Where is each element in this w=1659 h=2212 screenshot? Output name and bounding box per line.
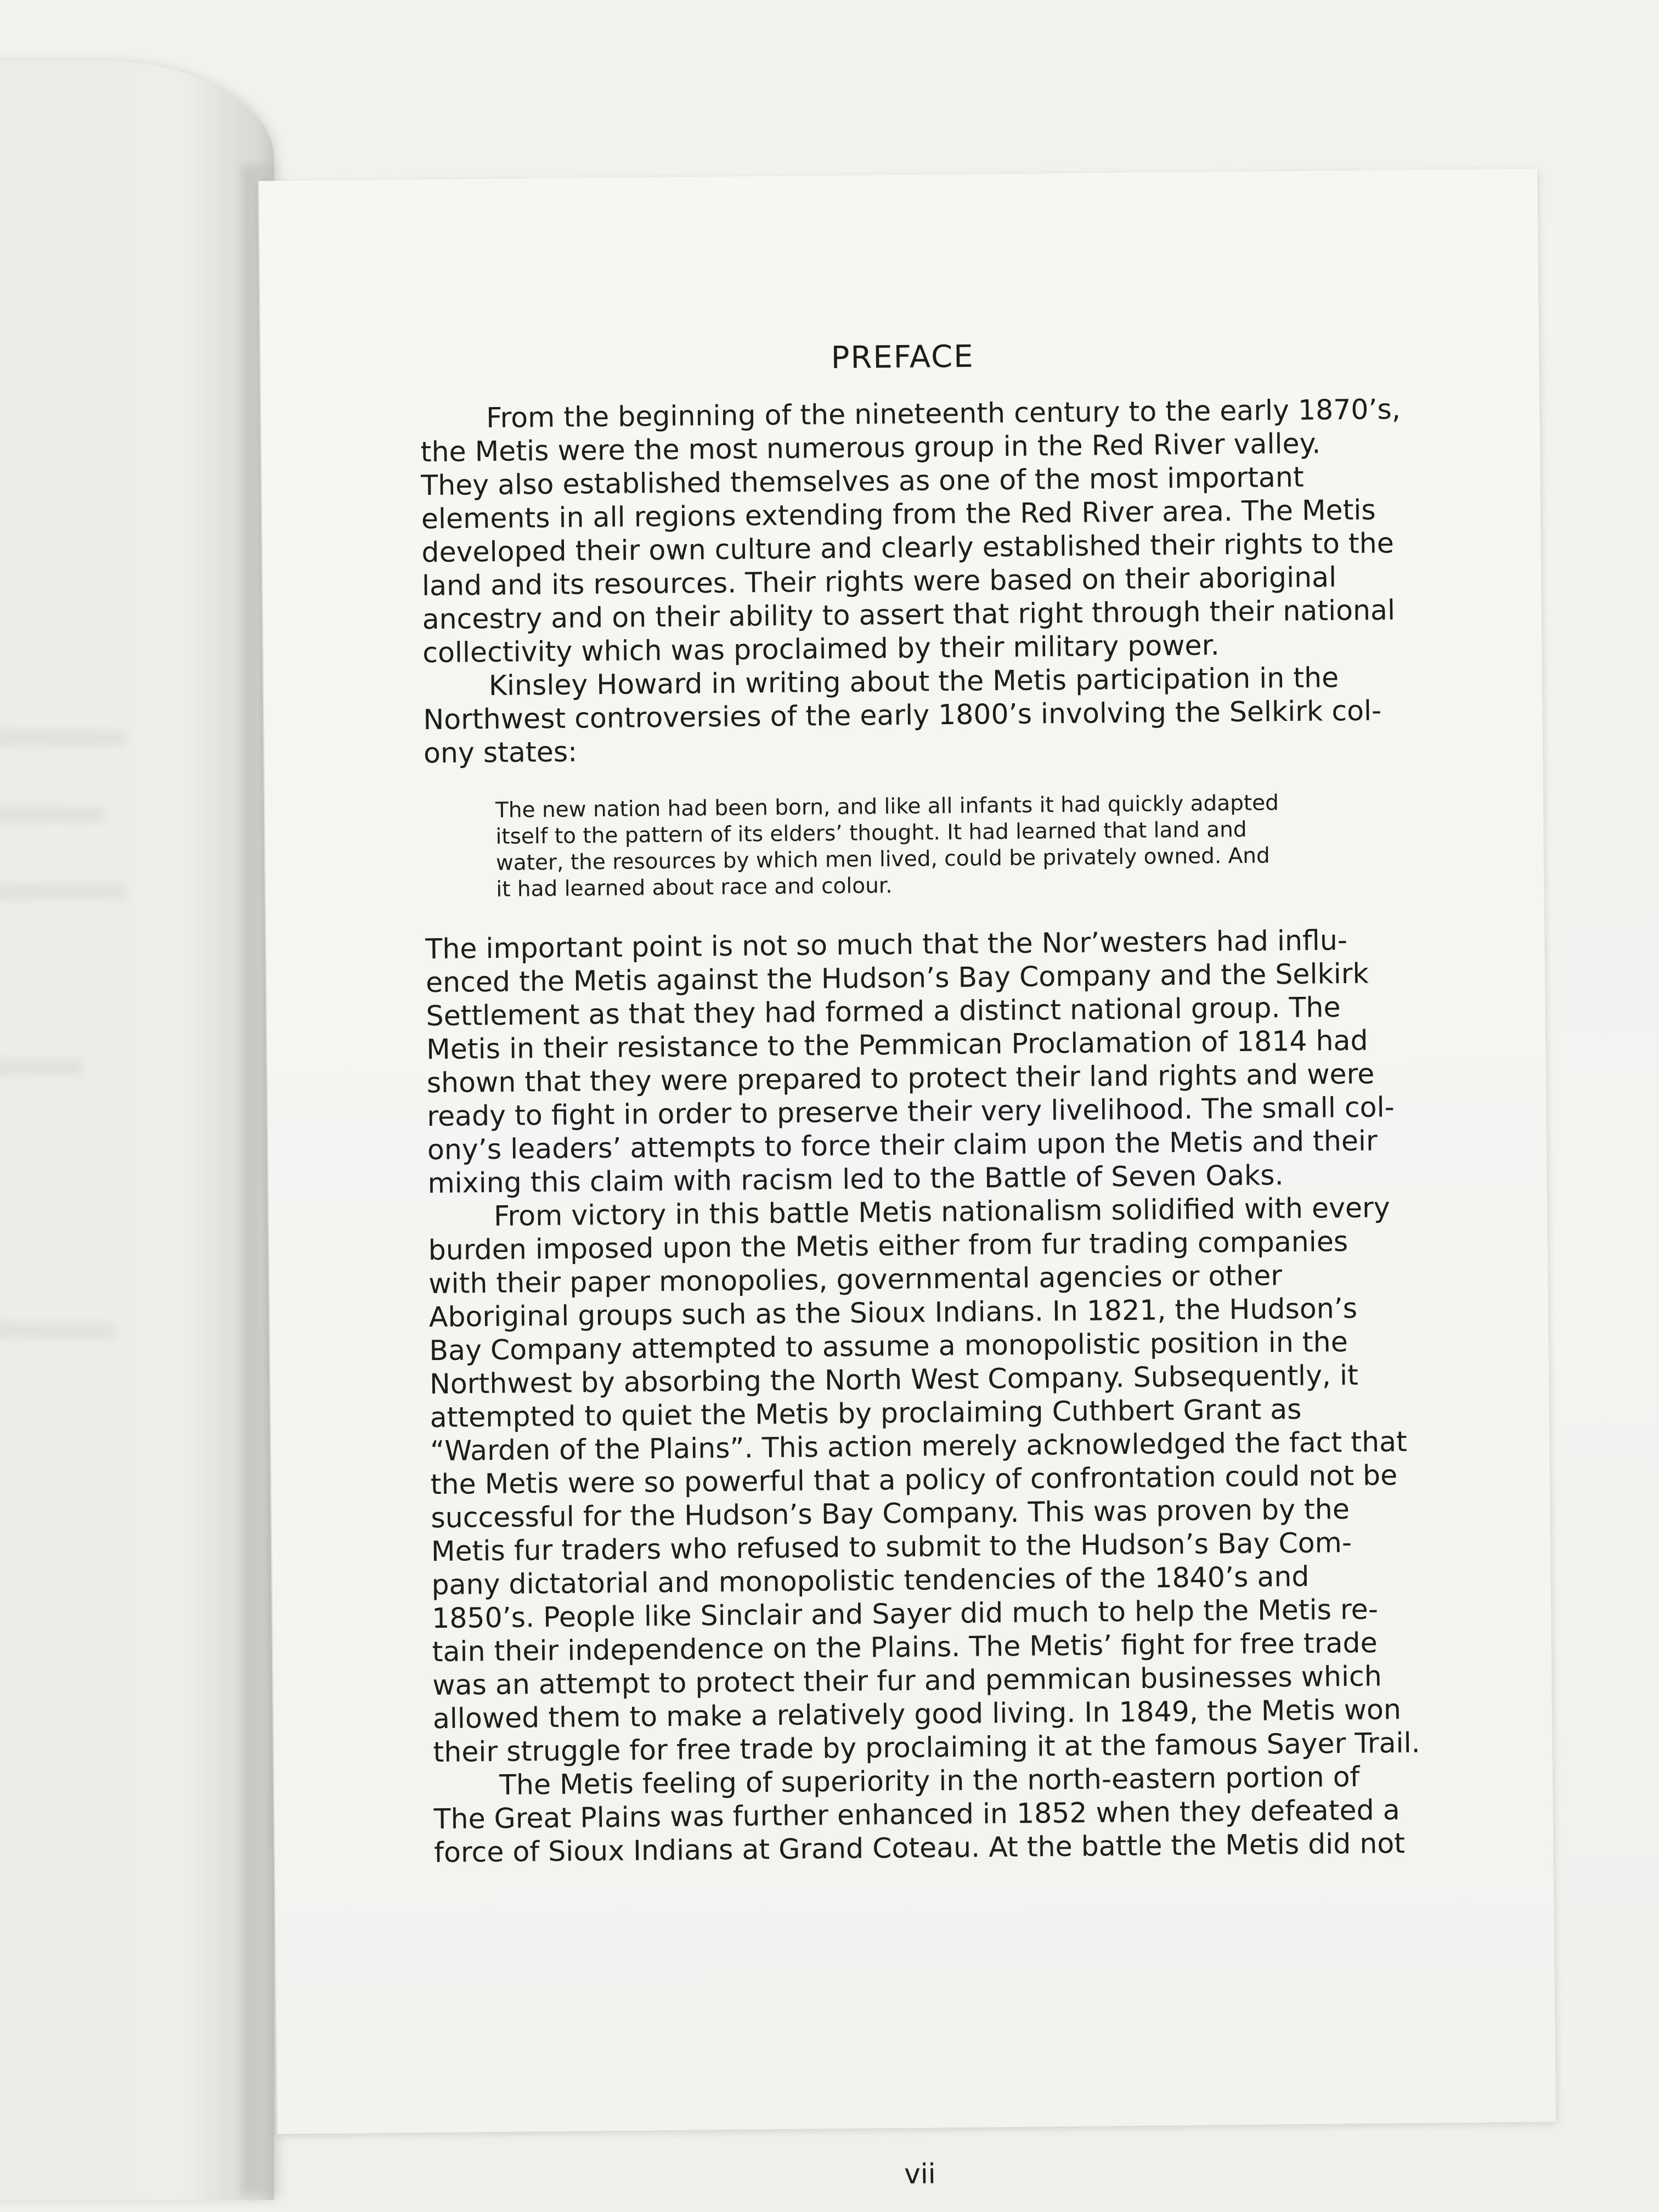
- text-line: attempted to quiet the Metis by proclaiming Cuthbert Grant as: [430, 1392, 1302, 1434]
- quote-line: The new nation had been born, and like all infants it had quickly adapted: [495, 791, 1279, 823]
- text-line: enced the Metis against the Hudson’s Bay Company and the Selkirk: [425, 957, 1369, 999]
- text-line: was an attempt to protect their fur and pemmican businesses which: [432, 1660, 1383, 1702]
- text-line: mixing this claim with racism led to the Battle of Seven Oaks.: [427, 1159, 1284, 1200]
- text-line: collectivity which was proclaimed by their military power.: [422, 629, 1220, 669]
- text-line: elements in all regions extending from the Red River area. The Metis: [421, 493, 1376, 535]
- text-line: ready to fight in order to preserve their very livelihood. The small col-: [427, 1091, 1395, 1133]
- text-line: the Metis were the most numerous group in the Red River valley.: [420, 427, 1321, 469]
- text-line: developed their own culture and clearly established their rights to the: [421, 527, 1395, 569]
- page-text-block: [420, 335, 1420, 2190]
- text-line: “Warden of the Plains”. This action merely acknowledged the fact that: [430, 1425, 1408, 1468]
- left-page-bleed-mark: [0, 1322, 115, 1339]
- text-line: Metis fur traders who refused to submit to the Hudson’s Bay Com-: [431, 1526, 1352, 1568]
- text-line: ancestry and on their ability to assert that right through their national: [422, 594, 1396, 636]
- text-line: successful for the Hudson’s Bay Company. This was proven by the: [431, 1493, 1350, 1534]
- quote-line: it had learned about race and colour.: [496, 873, 893, 902]
- text-line: From the beginning of the nineteenth century to the early 1870’s,: [486, 393, 1401, 435]
- text-line: Kinsley Howard in writing about the Metis participation in the: [488, 661, 1339, 702]
- text-line: Metis in their resistance to the Pemmican Proclamation of 1814 had: [426, 1024, 1368, 1066]
- text-line: Northwest controversies of the early 1800’s involving the Selkirk col-: [423, 694, 1382, 736]
- block-quote: [495, 790, 1314, 903]
- left-page-bleed-mark: [0, 1059, 82, 1075]
- left-page-bleed-mark: [0, 883, 126, 900]
- left-page-bleed-mark: [0, 806, 104, 823]
- paragraph-4: [428, 1190, 1420, 1769]
- text-line: burden imposed upon the Metis either from fur trading companies: [428, 1225, 1348, 1267]
- text-line: the Metis were so powerful that a policy of confrontation could not be: [430, 1459, 1398, 1501]
- page-title: PREFACE: [831, 338, 974, 376]
- quote-line: itself to the pattern of its elders’ thought. It had learned that land and: [495, 817, 1247, 849]
- text-line: with their paper monopolies, governmental agencies or other: [428, 1259, 1283, 1300]
- text-line: Aboriginal groups such as the Sioux Indians. In 1821, the Hudson’s: [428, 1291, 1358, 1334]
- page-number: vii: [904, 2158, 936, 2190]
- text-line: 1850’s. People like Sinclair and Sayer did much to help the Metis re-: [431, 1593, 1379, 1635]
- text-line: tain their independence on the Plains. The Metis’ fight for free trade: [432, 1626, 1378, 1668]
- left-page-bleed-mark: [0, 730, 126, 746]
- text-line: Northwest by absorbing the North West Company. Subsequently, it: [429, 1358, 1359, 1401]
- text-line: The important point is not so much that the Nor’westers had influ-: [425, 924, 1348, 966]
- text-line: force of Sioux Indians at Grand Coteau. At the battle the Metis did not: [433, 1827, 1406, 1869]
- paragraph-3: [425, 923, 1393, 1200]
- text-line: allowed them to make a relatively good living. In 1849, the Metis won: [432, 1693, 1402, 1735]
- paragraph-2: [423, 660, 1390, 770]
- text-line: pany dictatorial and monopolistic tendencies of the 1840’s and: [431, 1560, 1310, 1601]
- text-line: They also established themselves as one of the most important: [421, 460, 1304, 502]
- paragraph-5: [433, 1759, 1406, 1869]
- text-line: Settlement as that they had formed a distinct national group. The: [426, 991, 1341, 1032]
- text-line: ony states:: [423, 735, 578, 770]
- text-line: Bay Company attempted to assume a monopolistic position in the: [429, 1325, 1348, 1367]
- text-line: shown that they were prepared to protect their land rights and were: [426, 1057, 1375, 1099]
- right-page: [258, 169, 1556, 2190]
- text-line: From victory in this battle Metis nationalism solidified with every: [493, 1191, 1390, 1232]
- quote-line: water, the resources by which men lived, could be privately owned. And: [495, 843, 1270, 876]
- text-line: The Great Plains was further enhanced in 1852 when they defeated a: [433, 1793, 1400, 1836]
- text-line: land and its resources. Their rights were based on their aboriginal: [421, 561, 1337, 602]
- left-facing-page: [0, 60, 274, 2200]
- text-line: ony’s leaders’ attempts to force their claim upon the Metis and their: [427, 1124, 1378, 1166]
- text-line: their struggle for free trade by proclaiming it at the famous Sayer Trail.: [433, 1726, 1420, 1769]
- text-line: The Metis feeling of superiority in the north-eastern portion of: [499, 1760, 1360, 1801]
- paragraph-1: [420, 392, 1401, 669]
